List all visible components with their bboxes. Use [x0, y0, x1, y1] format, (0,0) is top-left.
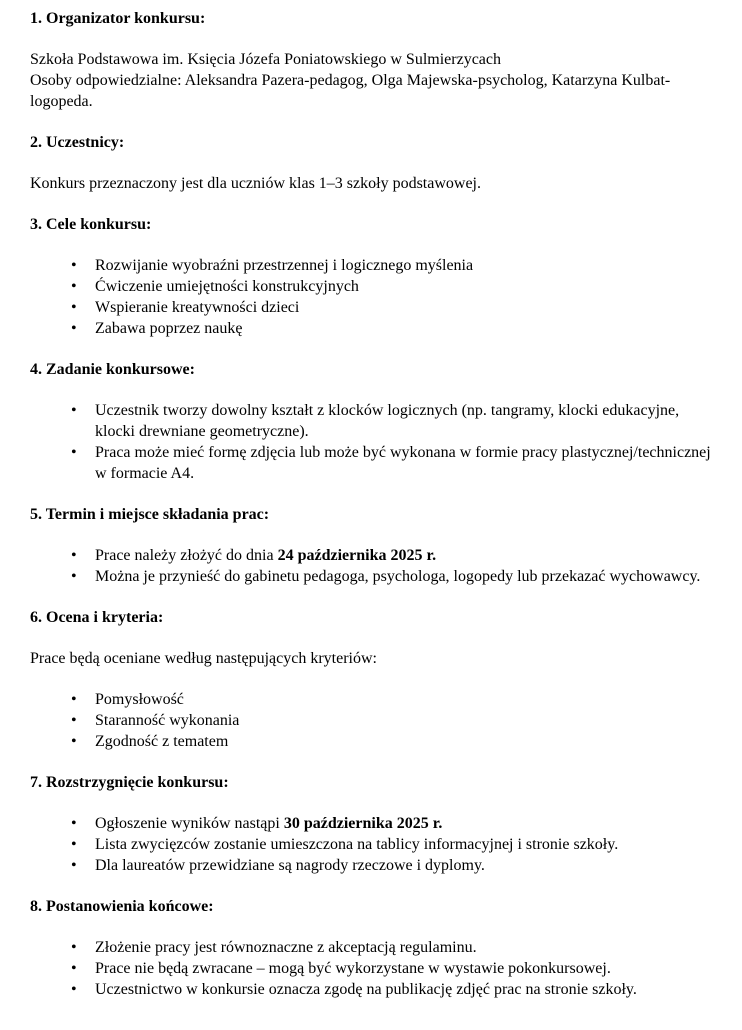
list-item: • Prace nie będą zwracane – mogą być wykorzystane w wystawie pokonkursowej.: [95, 958, 712, 979]
task-list: [30, 400, 712, 484]
list-item: • Dla laureatów przewidziane są nagrody rzeczowe i dyplomy.: [95, 855, 712, 876]
criteria-list: [30, 689, 712, 752]
deadline-text: Prace należy złożyć do dnia: [95, 547, 278, 564]
deadline-date: 24 października 2025 r.: [277, 547, 437, 564]
list-item: • Zabawa poprzez naukę: [95, 318, 712, 339]
list-item: • Złożenie pracy jest równoznaczne z akceptacją regulaminu.: [95, 937, 712, 958]
section-heading-ocena: 6. Ocena i kryteria:: [30, 609, 164, 626]
section-heading-termin: 5. Termin i miejsce składania prac:: [30, 506, 270, 523]
section-heading-postanowienia: 8. Postanowienia końcowe:: [30, 898, 214, 915]
criteria-intro-paragraph: Prace będą oceniane według następujących kryteriów:: [30, 650, 377, 667]
list-item: • Wspieranie kreatywności dzieci: [95, 297, 712, 318]
list-item: [95, 545, 712, 566]
final-provisions-list: [30, 937, 712, 1000]
list-item: • Zgodność z tematem: [95, 731, 712, 752]
goals-list: [30, 255, 712, 339]
deadline-list: [30, 545, 712, 587]
organizer-people-line: Osoby odpowiedzialne: Aleksandra Pazera-pedagog, Olga Majewska-psycholog, Katarzyna Kulbat- logopeda.: [30, 72, 671, 110]
results-date: 30 października 2025 r.: [283, 815, 443, 832]
list-item: • Rozwijanie wyobraźni przestrzennej i logicznego myślenia: [95, 255, 712, 276]
list-item: • Pomysłowość: [95, 689, 712, 710]
list-item: • Staranność wykonania: [95, 710, 712, 731]
section-heading-organizator: 1. Organizator konkursu:: [30, 10, 206, 27]
organizer-school-line: Szkoła Podstawowa im. Księcia Józefa Poniatowskiego w Sulmierzycach: [30, 51, 501, 68]
organizer-paragraph: [30, 49, 712, 112]
section-heading-rozstrzygniecie: 7. Rozstrzygnięcie konkursu:: [30, 774, 229, 791]
list-item: • Można je przynieść do gabinetu pedagoga, psychologa, logopedy lub przekazać wychowawcy.: [95, 566, 712, 587]
section-heading-zadanie: 4. Zadanie konkursowe:: [30, 361, 195, 378]
section-heading-uczestnicy: 2. Uczestnicy:: [30, 134, 125, 151]
list-item: • Uczestnictwo w konkursie oznacza zgodę na publikację zdjęć prac na stronie szkoły.: [95, 979, 712, 1000]
list-item: [95, 813, 712, 834]
results-text: Ogłoszenie wyników nastąpi: [95, 815, 284, 832]
list-item: • Ćwiczenie umiejętności konstrukcyjnych: [95, 276, 712, 297]
list-item: • Praca może mieć formę zdjęcia lub może być wykonana w formie pracy plastycznej/technicznej w formacie A4.: [95, 442, 712, 484]
list-item: • Uczestnik tworzy dowolny kształt z klocków logicznych (np. tangramy, klocki edukacyjne, klocki drewniane geometryczne).: [95, 400, 712, 442]
list-item: • Lista zwycięzców zostanie umieszczona na tablicy informacyjnej i stronie szkoły.: [95, 834, 712, 855]
section-heading-cele: 3. Cele konkursu:: [30, 216, 152, 233]
participants-paragraph: Konkurs przeznaczony jest dla uczniów klas 1–3 szkoły podstawowej.: [30, 175, 481, 192]
results-list: [30, 813, 712, 876]
